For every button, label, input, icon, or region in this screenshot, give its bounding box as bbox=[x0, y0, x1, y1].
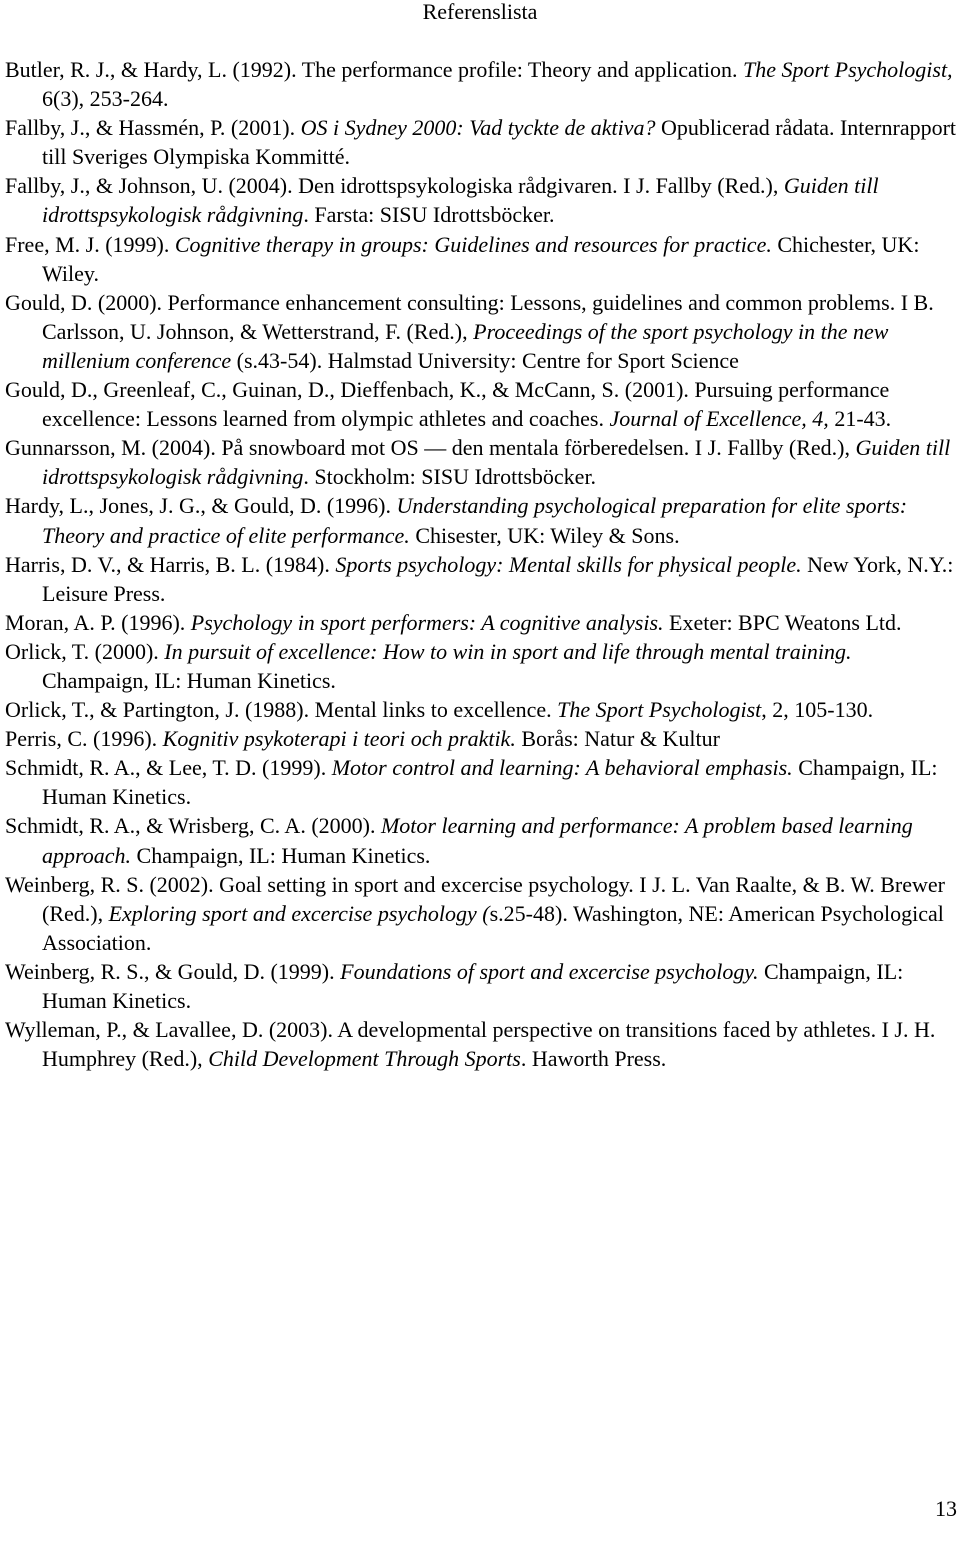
reference-entry bbox=[5, 113, 957, 171]
reference-text: 6(3), 253-264. bbox=[42, 86, 169, 112]
reference-text: Champaign, IL: Human Kinetics. bbox=[42, 958, 904, 1013]
reference-entry bbox=[5, 433, 957, 491]
reference-entry bbox=[5, 811, 957, 869]
reference-italic-title: Understanding psychological preparation for elite sports: Theory and practice of elite performance. bbox=[42, 493, 908, 548]
reference-entry bbox=[5, 550, 957, 608]
reference-text: Champaign, IL: Human Kinetics. bbox=[131, 842, 431, 868]
reference-italic-title: Foundations of sport and excercise psychology. bbox=[340, 958, 759, 984]
reference-italic-title: Psychology in sport performers: A cognitive analysis. bbox=[190, 609, 664, 635]
reference-text: Gould, D., Greenleaf, C., Guinan, D., Dieffenbach, K., & McCann, S. (2001). Pursuing performance excellence: Lessons learned from olympic athletes and coaches. bbox=[5, 377, 890, 432]
reference-italic-title: Proceedings of the sport psychology in the new millenium conference bbox=[42, 318, 889, 373]
reference-italic-title: Sports psychology: Mental skills for physical people. bbox=[335, 551, 802, 577]
reference-italic-title: In pursuit of excellence: How to win in sport and life through mental training. bbox=[164, 638, 852, 664]
reference-text: Hardy, L., Jones, J. G., & Gould, D. (1996). bbox=[5, 493, 397, 519]
reference-entry bbox=[5, 870, 957, 957]
reference-text: Wylleman, P., & Lavallee, D. (2003). A developmental perspective on transitions faced by athletes. I J. H. Humphrey (Red.), bbox=[5, 1017, 936, 1072]
reference-italic-title: Kognitiv psykoterapi i teori och praktik. bbox=[162, 726, 516, 752]
reference-text: Harris, D. V., & Harris, B. L. (1984). bbox=[5, 551, 336, 577]
reference-entry bbox=[5, 695, 957, 724]
reference-text: Weinberg, R. S. (2002). Goal setting in sport and excercise psychology. I J. L. Van Raalte, & B. W. Brewer (Red.), bbox=[5, 871, 945, 926]
reference-text: Opublicerad rådata. Internrapport till Sveriges Olympiska Kommitté. bbox=[42, 115, 957, 170]
reference-text: Exeter: BPC Weatons Ltd. bbox=[663, 609, 902, 635]
reference-entry bbox=[5, 230, 957, 288]
reference-text: Chisester, UK: Wiley & Sons. bbox=[409, 522, 680, 548]
reference-text: . Stockholm: SISU Idrottsböcker. bbox=[303, 464, 597, 490]
reference-text: Orlick, T. (2000). bbox=[5, 638, 165, 664]
reference-text: 21-43. bbox=[828, 406, 892, 432]
reference-italic-title: The Sport Psychologist bbox=[557, 697, 762, 723]
reference-text: , 2, 105-130. bbox=[761, 697, 874, 723]
reference-entry bbox=[5, 288, 957, 375]
reference-text: Gould, D. (2000). Performance enhancement consulting: Lessons, guidelines and common problems. I B. Carlsson, U. Johnson, & Wetterstrand, F. (Red.), bbox=[5, 289, 934, 344]
reference-text: Schmidt, R. A., & Lee, T. D. (1999). bbox=[5, 755, 332, 781]
reference-text: Perris, C. (1996). bbox=[5, 726, 163, 752]
page-number: 13 bbox=[935, 1496, 957, 1521]
reference-text: Gunnarsson, M. (2004). På snowboard mot OS — den mentala förberedelsen. I J. Fallby (Red.), bbox=[5, 435, 856, 461]
reference-text: New York, N.Y.: Leisure Press. bbox=[42, 551, 954, 606]
reference-text: Borås: Natur & Kultur bbox=[515, 726, 720, 752]
reference-entry bbox=[5, 957, 957, 1015]
reference-italic-title: Guiden till idrottspsykologisk rådgivning bbox=[42, 435, 951, 490]
reference-entry bbox=[5, 171, 957, 229]
reference-text: Weinberg, R. S., & Gould, D. (1999). bbox=[5, 958, 341, 984]
reference-text: s.25-48). Washington, NE: American Psychological Association. bbox=[42, 900, 944, 955]
reference-entry bbox=[5, 608, 957, 637]
reference-text: Fallby, J., & Hassmén, P. (2001). bbox=[5, 115, 301, 141]
reference-entry bbox=[5, 753, 957, 811]
reference-text: Schmidt, R. A., & Wrisberg, C. A. (2000). bbox=[5, 813, 381, 839]
reference-italic-title: Journal of Excellence, 4, bbox=[609, 406, 829, 432]
reference-italic-title: The Sport Psychologist, bbox=[742, 57, 953, 82]
reference-italic-title: Child Development Through Sports bbox=[208, 1046, 521, 1072]
reference-text: . Haworth Press. bbox=[520, 1046, 667, 1072]
reference-italic-title: Exploring sport and excercise psychology ( bbox=[108, 900, 490, 926]
reference-list bbox=[5, 55, 957, 1073]
reference-text: Moran, A. P. (1996). bbox=[5, 609, 191, 635]
reference-text: Champaign, IL: Human Kinetics. bbox=[42, 667, 336, 693]
reference-text: . Farsta: SISU Idrottsböcker. bbox=[303, 202, 555, 228]
reference-text: Chichester, UK: Wiley. bbox=[42, 231, 920, 286]
reference-entry bbox=[5, 724, 957, 753]
reference-text: (s.43-54). Halmstad University: Centre for Sport Science bbox=[231, 347, 739, 373]
reference-entry bbox=[5, 637, 957, 695]
reference-entry bbox=[5, 1015, 957, 1073]
reference-text: Champaign, IL: Human Kinetics. bbox=[42, 755, 938, 810]
reference-italic-title: Cognitive therapy in groups: Guidelines and resources for practice. bbox=[174, 231, 772, 257]
reference-italic-title: Guiden till idrottspsykologisk rådgivning bbox=[42, 173, 879, 228]
reference-text: Free, M. J. (1999). bbox=[5, 231, 175, 257]
reference-entry bbox=[5, 491, 957, 549]
reference-italic-title: OS i Sydney 2000: Vad tyckte de aktiva? bbox=[300, 115, 656, 141]
page-title: Referenslista bbox=[422, 0, 538, 24]
reference-entry bbox=[5, 55, 957, 113]
reference-entry bbox=[5, 375, 957, 433]
reference-text: Fallby, J., & Johnson, U. (2004). Den idrottspsykologiska rådgivaren. I J. Fallby (Red.), bbox=[5, 173, 784, 199]
reference-italic-title: Motor control and learning: A behavioral emphasis. bbox=[331, 755, 793, 781]
reference-text: Orlick, T., & Partington, J. (1988). Mental links to excellence. bbox=[5, 697, 558, 723]
reference-italic-title: Motor learning and performance: A problem based learning approach. bbox=[42, 813, 913, 868]
reference-text: Butler, R. J., & Hardy, L. (1992). The performance profile: Theory and application. bbox=[5, 57, 743, 82]
